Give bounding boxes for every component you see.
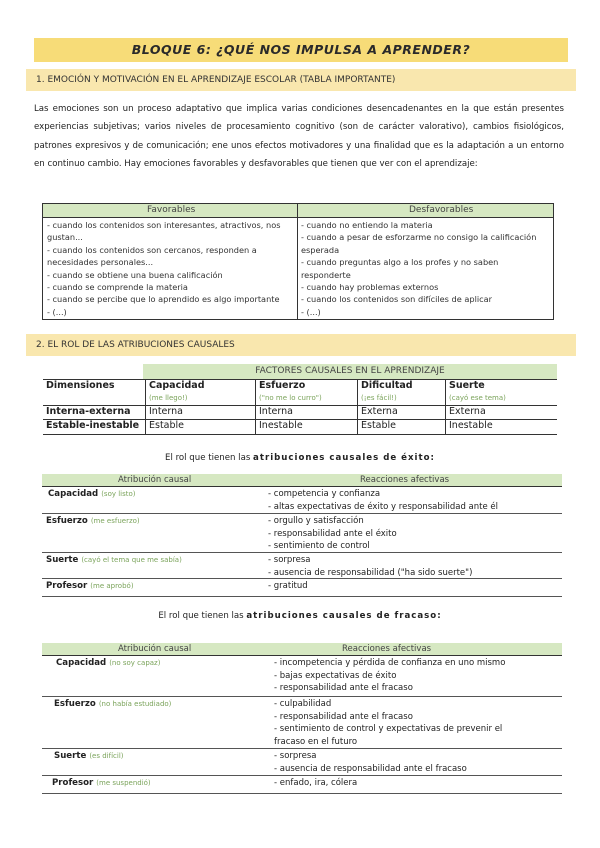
- list-item: - cuando los contenidos son difíciles de aplicar: [301, 294, 493, 305]
- column-divider: [297, 204, 298, 319]
- reaction-item: - sentimiento de control: [268, 541, 370, 552]
- header-desfavorables: Desfavorables: [409, 205, 474, 215]
- attribution-label: [46, 555, 182, 565]
- reaction-item: - sorpresa: [268, 555, 311, 565]
- cell: Externa: [361, 406, 398, 417]
- header-favorables: Favorables: [147, 205, 196, 215]
- list-item: - cuando se obtiene una buena calificación: [47, 269, 223, 280]
- reaction-item: - competencia y confianza: [268, 489, 381, 499]
- caption-success: [0, 453, 600, 463]
- row-divider: [42, 775, 562, 776]
- list-item: - cuando preguntas algo a los profes y no saben: [301, 257, 499, 268]
- failure-attribution-table: [42, 643, 562, 793]
- intro-paragraph: Las emociones son un proceso adaptativo que implica varias condiciones desencadenantes en la que están presentes experiencias subjetivas; varios niveles de procesamiento cognitivo (son de carácter valorativo), cambios fisiológicos, patrones expresivos y de comunicación; ene unos efectos motivadores y una finalidad que es la adaptación a un entorno en continuo cambio. Hay emociones favorables y desfavorables que tienen que ver con el aprendizaje:: [34, 104, 564, 170]
- attribution-note: (no soy capaz): [109, 659, 161, 667]
- caption-prefix: El rol que tienen las: [158, 611, 247, 621]
- factor-name: Suerte: [449, 380, 485, 391]
- attribution-note: (me suspendió): [96, 779, 151, 787]
- factor-name: Esfuerzo: [259, 380, 306, 391]
- emotions-table: [42, 203, 554, 320]
- dimensions-label: Dimensiones: [46, 380, 115, 391]
- list-item: responderte: [301, 269, 351, 280]
- attribution-label: [54, 699, 171, 709]
- emotions-table-header: [43, 204, 553, 218]
- list-item: - cuando a pesar de esforzarme no consigo la calificación: [301, 232, 537, 243]
- header-attribution: Atribución causal: [118, 475, 192, 485]
- header-reactions: Reacciones afectivas: [360, 475, 450, 485]
- reaction-item: - bajas expectativas de éxito: [274, 670, 397, 681]
- factor-note: (cayó ese tema): [449, 394, 506, 402]
- col-divider: [145, 379, 146, 434]
- list-item: - cuando no entiendo la materia: [301, 220, 433, 230]
- row-divider: [42, 552, 562, 553]
- attribution-note: (soy listo): [101, 490, 136, 498]
- cell: Interna: [149, 406, 183, 417]
- attribution-note: (no había estudiado): [98, 700, 172, 708]
- header-reactions: Reacciones afectivas: [342, 644, 432, 654]
- reaction-item: - responsabilidad ante el fracaso: [274, 683, 413, 694]
- causal-factors-header: FACTORES CAUSALES EN EL APRENDIZAJE: [143, 364, 557, 380]
- reactions-list: [268, 554, 472, 579]
- col-divider: [445, 379, 446, 434]
- caption-failure: [0, 611, 600, 621]
- page-title: BLOQUE 6: ¿QUÉ NOS IMPULSA A APRENDER?: [34, 38, 568, 62]
- attribution-name: Suerte: [54, 751, 87, 761]
- attribution-name: Profesor: [46, 581, 88, 591]
- list-item: - cuando hay problemas externos: [301, 282, 439, 293]
- reaction-item: fracaso en el futuro: [274, 736, 358, 747]
- factor-note: (¡es fácil!): [361, 394, 397, 402]
- row-divider: [42, 793, 562, 794]
- reaction-item: - enfado, ira, cólera: [274, 778, 358, 788]
- success-attribution-table: [42, 474, 562, 597]
- attribution-name: Suerte: [46, 555, 79, 565]
- favorables-list: [47, 219, 295, 318]
- attribution-name: Capacidad: [48, 489, 99, 499]
- attribution-note: (cayó el tema que me sabía): [81, 556, 182, 564]
- attribution-name: Profesor: [52, 778, 94, 788]
- row-divider: [42, 513, 562, 514]
- caption-bold: atribuciones causales de fracaso:: [246, 611, 442, 621]
- reactions-list: [274, 750, 467, 775]
- cell: Inestable: [449, 420, 493, 431]
- attribution-name: Esfuerzo: [54, 699, 96, 709]
- col-divider: [357, 379, 358, 434]
- reactions-list: [268, 515, 397, 553]
- caption-prefix: El rol que tienen las: [165, 453, 254, 463]
- section-heading-emotion: 1. EMOCIÓN Y MOTIVACIÓN EN EL APRENDIZAJE ESCOLAR (TABLA IMPORTANTE): [26, 69, 576, 91]
- attribution-label: [54, 751, 124, 761]
- success-table-header: [42, 474, 562, 487]
- failure-table-header: [42, 643, 562, 656]
- list-item: - cuando los contenidos son interesantes, atractivos, nos: [47, 220, 281, 230]
- list-item: - cuando se comprende la materia: [47, 282, 188, 293]
- cell: Interna: [259, 406, 293, 417]
- list-item: necesidades personales...: [47, 257, 154, 268]
- attribution-label: [46, 516, 140, 526]
- reaction-item: - culpabilidad: [274, 699, 332, 709]
- reaction-item: - sorpresa: [274, 751, 317, 761]
- list-item: esperada: [301, 244, 340, 255]
- col-divider: [255, 379, 256, 434]
- factor-note: ("no me lo curro"): [259, 394, 322, 402]
- row-label: Estable-inestable: [46, 420, 140, 431]
- row-divider: [42, 596, 562, 597]
- attribution-label: [52, 778, 151, 788]
- factor-name: Dificultad: [361, 380, 413, 391]
- row-label: Interna-externa: [46, 406, 131, 417]
- attribution-label: [48, 489, 136, 499]
- row-divider: [42, 578, 562, 579]
- desfavorables-list: [301, 219, 549, 318]
- factor-note: (me llego!): [149, 394, 188, 402]
- cell: Estable: [361, 420, 397, 431]
- attribution-label: [46, 581, 134, 591]
- reactions-list: [268, 488, 498, 513]
- reaction-item: - responsabilidad ante el éxito: [268, 528, 397, 539]
- rule-line: [43, 434, 557, 435]
- caption-bold: atribuciones causales de éxito:: [253, 453, 435, 463]
- attribution-note: (me aprobó): [90, 582, 134, 590]
- attribution-name: Capacidad: [56, 658, 107, 668]
- reactions-list: [274, 698, 502, 748]
- section-heading-attributions: 2. EL ROL DE LAS ATRIBUCIONES CAUSALES: [26, 334, 576, 356]
- reactions-list: [274, 777, 357, 790]
- row-divider: [42, 696, 562, 697]
- reaction-item: - gratitud: [268, 581, 308, 591]
- reaction-item: - incompetencia y pérdida de confianza en uno mismo: [274, 658, 506, 668]
- list-item: - cuando se percibe que lo aprendido es algo importante: [47, 294, 280, 305]
- cell: Estable: [149, 420, 185, 431]
- reactions-list: [274, 657, 505, 695]
- reactions-list: [268, 580, 308, 593]
- cell: Externa: [449, 406, 486, 417]
- reaction-item: - orgullo y satisfacción: [268, 516, 364, 526]
- list-item: - (...): [301, 306, 321, 317]
- factor-name: Capacidad: [149, 380, 205, 391]
- cell: Inestable: [259, 420, 303, 431]
- reaction-item: - altas expectativas de éxito y responsabilidad ante él: [268, 501, 499, 512]
- list-item: - cuando los contenidos son cercanos, responden a: [47, 244, 257, 255]
- reaction-item: - responsabilidad ante el fracaso: [274, 711, 413, 722]
- header-attribution: Atribución causal: [118, 644, 192, 654]
- row-divider: [42, 748, 562, 749]
- attribution-name: Esfuerzo: [46, 516, 88, 526]
- reaction-item: - ausencia de responsabilidad ("ha sido suerte"): [268, 567, 473, 578]
- attribution-label: [56, 658, 160, 668]
- reaction-item: - sentimiento de control y expectativas de prevenir el: [274, 724, 503, 735]
- attribution-note: (me esfuerzo): [90, 517, 140, 525]
- list-item: gustan...: [47, 232, 83, 243]
- list-item: - (...): [47, 306, 67, 317]
- attribution-note: (es difícil): [89, 752, 124, 760]
- reaction-item: - ausencia de responsabilidad ante el fracaso: [274, 763, 467, 774]
